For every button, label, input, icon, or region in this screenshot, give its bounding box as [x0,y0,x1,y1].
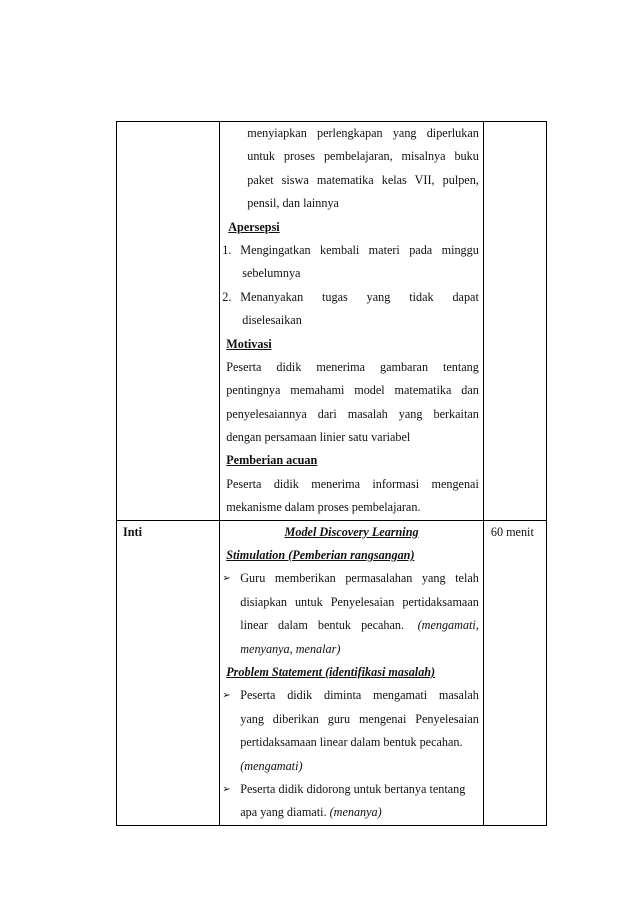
bullet-arrow-icon: ➢ [222,783,231,795]
intro-line: untuk proses pembelajaran, misalnya buku [247,149,479,164]
intro-line: paket siswa matematika kelas VII, pulpen, [247,172,479,187]
problem-statement-heading: Problem Statement (identifikasi masalah) [226,664,436,679]
bullet-arrow-icon: ➢ [222,573,231,585]
list-number: 2. [222,289,232,304]
motivasi-heading: Motivasi [226,336,272,351]
activity-note: (menanya) [329,805,382,820]
phase-label: Inti [123,524,142,539]
apersepsi-item-text: Menanyakan tugas yang tidak dapat [240,289,479,304]
stimulation-heading: Stimulation (Pemberian rangsangan) [226,548,415,563]
motivasi-line: penyelesaiannya dari masalah yang berkaitan [226,406,479,421]
time-cell-empty [483,122,546,521]
activity-note: (mengamati, [417,618,479,633]
acuan-line: Peserta didik menerima informasi mengenai [226,476,479,491]
problem-item-text: pertidaksamaan linear dalam bentuk pecahan. [240,735,463,750]
activity-cell-inti [220,520,484,825]
model-title: Model Discovery Learning [284,524,419,539]
intro-line: menyiapkan perlengkapan yang diperlukan [247,126,479,140]
time-cell [483,520,546,825]
activity-note: (mengamati) [240,758,303,773]
stimulation-item-text: Guru memberikan permasalahan yang telah [240,571,479,586]
stimulation-item-text: disiapkan untuk Penyelesaian pertidaksamaan [240,594,479,609]
table-row-pendahuluan [117,122,547,521]
acuan-line: mekanisme dalam proses pembelajaran. [226,500,421,515]
time-label: 60 menit [490,524,534,539]
list-number: 1. [222,242,232,257]
motivasi-line: pentingnya memahami model matematika dan [226,383,479,398]
apersepsi-heading: Apersepsi [228,219,280,234]
problem-item-text: yang diberikan guru mengenai Penyelesaian [240,711,479,726]
bullet-arrow-icon: ➢ [222,690,231,702]
motivasi-line: Peserta didik menerima gambaran tentang [226,359,479,374]
problem-item-text: Peserta didik didorong untuk bertanya tentang [240,781,466,796]
apersepsi-item-text: diselesaikan [242,313,302,328]
problem-item-text: Peserta didik diminta mengamati masalah [240,688,479,703]
apersepsi-item-text: sebelumnya [242,266,301,281]
phase-cell-empty [117,122,220,521]
stimulation-item-text: linear dalam bentuk pecahan. [240,618,405,633]
lesson-plan-table [116,121,547,826]
motivasi-line: dengan persamaan linier satu variabel [226,430,411,445]
activity-note: menyanya, menalar) [240,641,341,656]
table-row-inti [117,520,547,825]
apersepsi-item-text: Mengingatkan kembali materi pada minggu [240,242,479,257]
problem-item-text: apa yang diamati. [240,805,327,820]
activity-cell-pendahuluan [220,122,484,521]
intro-line: pensil, dan lainnya [247,196,339,211]
pemberian-acuan-heading: Pemberian acuan [226,453,318,468]
phase-cell [117,520,220,825]
